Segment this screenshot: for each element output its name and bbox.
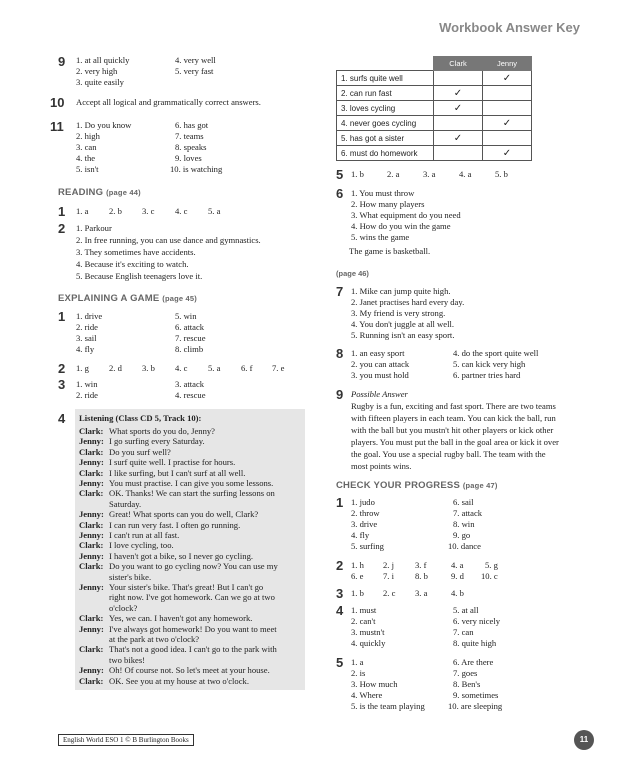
answer: 8. speaks [175, 142, 207, 152]
transcript-line [79, 655, 145, 666]
answer: 4. fly [351, 530, 370, 540]
answer: 1. Do you know [76, 120, 132, 130]
answer: 3. attack [175, 379, 205, 389]
answer: 1. a [76, 206, 89, 216]
answer: 1. Mike can jump quite high. [351, 286, 451, 296]
speaker-name: Jenny: [79, 550, 104, 561]
answer: 2. you can attack [351, 359, 410, 369]
answer: 4. a [451, 560, 464, 570]
answer: 5. is the team playing [351, 701, 425, 711]
table-row [337, 71, 532, 86]
transcript-line [79, 603, 137, 614]
page-number: 11 [574, 730, 594, 750]
row-label: 1. surfs quite well [337, 71, 434, 86]
page-reference: (page 46) [336, 269, 369, 278]
answer: 2. throw [351, 508, 380, 518]
answer: Accept all logical and grammatically correct answers. [76, 97, 261, 107]
column-header: Jenny [483, 57, 532, 71]
exercise-number: 9 [336, 387, 344, 402]
transcript-line [79, 634, 199, 645]
answer: 2. ride [76, 322, 98, 332]
exercise-number: 7 [336, 284, 344, 299]
transcript-line [79, 426, 215, 437]
check-mark-icon: ✓ [434, 101, 483, 116]
spoken-text: That's not a good idea. I can't go to the park with [109, 644, 277, 655]
transcript-line [79, 613, 252, 624]
answer: 3. How much [351, 679, 398, 689]
row-label: 2. can run fast [337, 86, 434, 101]
row-label: 4. never goes cycling [337, 116, 434, 131]
exercise-number: 2 [58, 361, 66, 376]
spoken-text: Do you surf well? [109, 446, 171, 457]
check-mark-icon: ✓ [483, 71, 532, 86]
answer: 2. can't [351, 616, 376, 626]
answer: 8. quite high [453, 638, 497, 648]
answer: 2. How many players [351, 199, 425, 209]
speaker-name: Jenny: [79, 509, 104, 520]
table-row [337, 131, 532, 146]
exercise-number: 3 [336, 586, 344, 601]
answer: 4. Because it's exciting to watch. [76, 259, 189, 269]
column-header: Clark [434, 57, 483, 71]
answer-line: players. You must put the ball in the goal area or kick it over [351, 437, 559, 447]
answer: 5. b [495, 169, 508, 179]
answer: 7. rescue [175, 333, 206, 343]
answer: 4. c [175, 363, 188, 373]
transcript-line [79, 436, 205, 447]
answer: 9. d [451, 571, 464, 581]
exercise-number: 3 [58, 377, 66, 392]
exercise-number: 1 [58, 309, 66, 324]
spoken-text: I can run very fast. I often go running. [109, 519, 241, 530]
spoken-text: sister's bike. [109, 571, 152, 582]
answer: 10. c [481, 571, 498, 581]
speaker-name: Jenny: [79, 457, 104, 468]
exercise-number: 8 [336, 346, 344, 361]
answer: 1. drive [76, 311, 103, 321]
answer: 10. dance [448, 541, 481, 551]
answer: 1. judo [351, 497, 375, 507]
answer: 6. Are there [453, 657, 494, 667]
check-mark-icon: ✓ [434, 86, 483, 101]
spoken-text: Your sister's bike. That's great! But I can't go [109, 582, 264, 592]
answer: 3. drive [351, 519, 378, 529]
answer: 2. c [383, 588, 396, 598]
transcript-line [79, 499, 141, 510]
answer: 9. loves [175, 153, 202, 163]
answer: 5. win [175, 311, 197, 321]
answer: 3. can [76, 142, 97, 152]
speaker-name: Jenny: [79, 478, 104, 488]
answer: 1. b [351, 169, 364, 179]
transcript-line [79, 468, 245, 479]
answer: 4. You don't juggle at all well. [351, 319, 454, 329]
answer: 1. Parkour [76, 223, 112, 233]
page-title: Workbook Answer Key [439, 20, 580, 35]
answer: 7. attack [453, 508, 483, 518]
transcript-line [79, 478, 273, 489]
speaker-name: Clark: [79, 540, 104, 551]
spoken-text: I surf quite well. I practise for hours. [109, 457, 236, 468]
speaker-name: Jenny: [79, 623, 104, 634]
answer: 2. d [109, 363, 122, 373]
exercise-number: 4 [336, 603, 344, 618]
empty-cell [434, 71, 483, 86]
check-mark-icon: ✓ [483, 116, 532, 131]
answer: 5. a [208, 363, 221, 373]
transcript-line [79, 665, 270, 676]
spoken-text: I can't run at all fast. [109, 530, 180, 540]
answer: 3. My friend is very strong. [351, 308, 446, 318]
answer: 3. b [142, 363, 155, 373]
table-row [337, 101, 532, 116]
answer: 4. very well [175, 55, 216, 65]
speaker-name: Clark: [79, 426, 104, 436]
answer: 1. win [76, 379, 98, 389]
answer: 7. goes [453, 668, 478, 678]
speaker-name: Clark: [79, 561, 104, 572]
answer: 3. a [423, 169, 436, 179]
answer: 8. win [453, 519, 475, 529]
footer-credit: English World ESO 1 © B Burlington Books [58, 734, 194, 746]
exercise-number: 4 [58, 411, 66, 426]
spoken-text: I like surfing, but I can't surf at all well. [109, 467, 246, 478]
answer: 8. Ben's [453, 679, 481, 689]
transcript-line [79, 447, 171, 458]
answer: 3. mustn't [351, 627, 385, 637]
transcript-line [79, 582, 263, 593]
answer: 5. at all [453, 605, 479, 615]
speaker-name: Clark: [79, 446, 104, 457]
spoken-text: Do you want to go cycling now? You can use my [109, 561, 278, 572]
answer: 3. What equipment do you need [351, 210, 461, 220]
answer: 6. attack [175, 322, 205, 332]
answer: 1. at all quickly [76, 55, 130, 65]
listening-transcript-box [75, 409, 305, 690]
exercise-number: 2 [336, 558, 344, 573]
answer: 6. has got [175, 120, 209, 130]
answer: 5. surfing [351, 541, 384, 551]
spoken-text: o'clock? [109, 602, 138, 613]
answer: 7. can [453, 627, 474, 637]
answer: 6. sail [453, 497, 474, 507]
answer: 1. a [351, 657, 364, 667]
answer: 4. quickly [351, 638, 386, 648]
answer: 2. high [76, 131, 100, 141]
answer: 6. f [241, 363, 253, 373]
check-mark-icon: ✓ [434, 131, 483, 146]
row-label: 3. loves cycling [337, 101, 434, 116]
answer: 4. Where [351, 690, 383, 700]
section-heading: EXPLAINING A GAME (page 45) [58, 293, 197, 304]
answer: 5. isn't [76, 164, 99, 174]
answer: 4. How do you win the game [351, 221, 451, 231]
speaker-name: Clark: [79, 675, 104, 686]
answer: 3. They sometimes have accidents. [76, 247, 196, 257]
answer: 3. a [415, 588, 428, 598]
empty-cell [483, 131, 532, 146]
answer: 4. do the sport quite well [453, 348, 539, 358]
answer: 2. a [387, 169, 400, 179]
check-mark-icon: ✓ [483, 146, 532, 161]
row-label: 6. must do homework [337, 146, 434, 161]
answer: 4. c [175, 206, 188, 216]
answer: 6. e [351, 571, 364, 581]
exercise-number: 1 [58, 204, 66, 219]
answer: 4. fly [76, 344, 95, 354]
empty-cell [434, 116, 483, 131]
spoken-text: Oh! Of course not. So let's meet at your house. [109, 665, 270, 676]
spoken-text: You must practise. I can give you some lessons. [109, 478, 274, 488]
answer: 4. the [76, 153, 96, 163]
spoken-text: Great! What sports can you do well, Clark? [109, 509, 259, 520]
table-row [337, 86, 532, 101]
exercise-number: 2 [58, 221, 66, 236]
answer: 7. e [272, 363, 285, 373]
exercise-number: 11 [50, 119, 64, 134]
answer-table [336, 56, 532, 161]
answer: 5. can kick very high [453, 359, 526, 369]
speaker-name: Jenny: [79, 530, 104, 540]
speaker-name: Jenny: [79, 436, 104, 447]
answer: 3. quite easily [76, 77, 124, 87]
transcript-line [79, 530, 179, 541]
answer: 4. a [459, 169, 472, 179]
answer: 5. a [208, 206, 221, 216]
exercise-number: 5 [336, 655, 344, 670]
answer: 2. ride [76, 390, 98, 400]
speaker-name: Clark: [79, 488, 104, 499]
spoken-text: I go surfing every Saturday. [109, 436, 205, 447]
exercise-number: 6 [336, 186, 344, 201]
answer: 5. Because English teenagers love it. [76, 271, 203, 281]
spoken-text: I've always got homework! Do you want to meet [109, 623, 277, 634]
answer-label: Possible Answer [351, 389, 408, 399]
transcript-line [79, 676, 249, 687]
answer: 2. In free running, you can use dance and gymnastics. [76, 235, 261, 245]
transcript-line [79, 644, 277, 655]
answer: 5. very fast [175, 66, 214, 76]
transcript-line [79, 592, 275, 603]
answer: 6. very nicely [453, 616, 501, 626]
answer: 1. b [351, 588, 364, 598]
answer: 3. sail [76, 333, 97, 343]
answer-line: the goal. You use a special rugby ball. The team with the [351, 449, 546, 459]
answer: 6. partner tries hard [453, 370, 521, 380]
empty-cell [483, 86, 532, 101]
transcript-line [79, 509, 258, 520]
answer: 2. very high [76, 66, 118, 76]
answer-note: The game is basketball. [349, 246, 431, 256]
answer: 7. teams [175, 131, 204, 141]
answer-line: Rugby is a fun, exciting and fast sport. There are two teams [351, 401, 556, 411]
transcript-line [79, 488, 275, 499]
spoken-text: Saturday. [109, 498, 142, 509]
exercise-number: 10 [50, 95, 65, 110]
transcript-line [79, 540, 174, 551]
speaker-name: Clark: [79, 613, 104, 624]
answer: 4. rescue [175, 390, 206, 400]
answer: 4. b [451, 588, 464, 598]
answer: 2. b [109, 206, 122, 216]
empty-cell [483, 101, 532, 116]
answer-line: with fifteen players in each team. You can kick the ball, run [351, 413, 556, 423]
answer: 9. sometimes [453, 690, 499, 700]
exercise-number: 9 [58, 54, 66, 69]
answer: 3. f [415, 560, 427, 570]
answer: 5. g [485, 560, 498, 570]
transcript-line [79, 520, 240, 531]
answer: 3. c [142, 206, 155, 216]
answer: 1. an easy sport [351, 348, 405, 358]
transcript-line [79, 624, 277, 635]
answer: 10. is watching [170, 164, 223, 174]
answer-line: with the ball but you mustn't hit other players or kick other [351, 425, 554, 435]
answer: 8. climb [175, 344, 204, 354]
speaker-name: Jenny: [79, 665, 104, 676]
transcript-heading: Listening (Class CD 5, Track 10): [79, 413, 202, 423]
empty-cell [434, 146, 483, 161]
section-heading: CHECK YOUR PROGRESS (page 47) [336, 480, 498, 491]
transcript-line [79, 572, 151, 583]
answer: 1. h [351, 560, 364, 570]
answer: 5. Running isn't an easy sport. [351, 330, 455, 340]
spoken-text: at the park at two o'clock? [109, 634, 200, 644]
answer: 8. b [415, 571, 428, 581]
spoken-text: two bikes! [109, 654, 146, 665]
spoken-text: OK. See you at my house at two o'clock. [109, 675, 249, 686]
speaker-name: Jenny: [79, 582, 104, 592]
row-label: 5. has got a sister [337, 131, 434, 146]
answer: 10. are sleeping [448, 701, 503, 711]
answer: 1. You must throw [351, 188, 415, 198]
speaker-name: Clark: [79, 519, 104, 530]
speaker-name: Clark: [79, 644, 104, 655]
answer: 9. go [453, 530, 471, 540]
spoken-text: I haven't got a bike, so I never go cycling. [109, 550, 254, 561]
table-row [337, 146, 532, 161]
answer: 2. j [383, 560, 394, 570]
answer: 1. must [351, 605, 377, 615]
answer: 5. wins the game [351, 232, 410, 242]
exercise-number: 1 [336, 495, 344, 510]
spoken-text: What sports do you do, Jenny? [109, 426, 215, 436]
spoken-text: I love cycling, too. [109, 540, 174, 551]
section-heading: READING (page 44) [58, 187, 141, 198]
transcript-line [79, 551, 253, 562]
answer: 3. you must hold [351, 370, 409, 380]
answer: 2. is [351, 668, 366, 678]
answer: 1. g [76, 363, 89, 373]
answer-line: most points wins. [351, 461, 412, 471]
speaker-name: Clark: [79, 467, 104, 478]
transcript-line [79, 561, 278, 572]
exercise-number: 5 [336, 167, 344, 182]
answer: 7. i [383, 571, 394, 581]
transcript-line [79, 457, 235, 468]
spoken-text: right now. I've got homework. Can we go at two [109, 592, 275, 603]
answer: 2. Janet practises hard every day. [351, 297, 465, 307]
spoken-text: Yes, we can. I haven't got any homework. [109, 613, 253, 624]
table-row [337, 116, 532, 131]
spoken-text: OK. Thanks! We can start the surfing lessons on [109, 488, 275, 499]
